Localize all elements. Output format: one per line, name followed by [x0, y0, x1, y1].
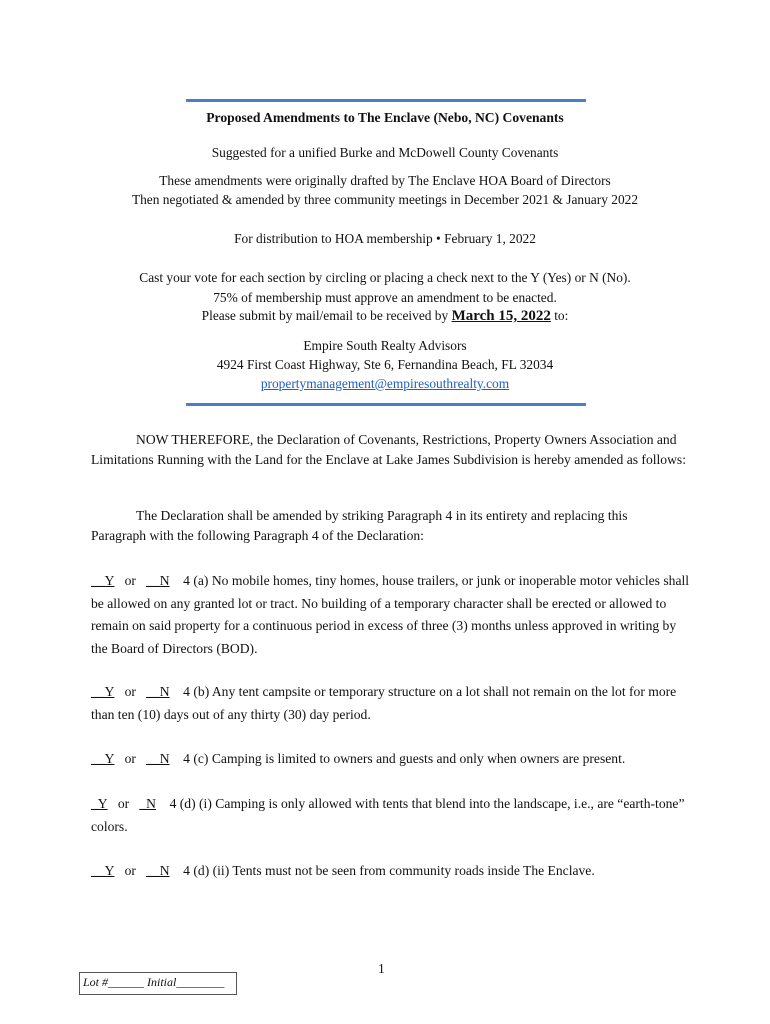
page-number: 1: [378, 961, 385, 976]
or-label: or: [124, 751, 136, 766]
whereas-paragraph: NOW THEREFORE, the Declaration of Covenants, Restrictions, Property Owners Association and Limitations Running with the Land for the Enclave at Lake James Subdivision is hereby amended as follows:: [91, 432, 686, 467]
approval-requirement: 75% of membership must approve an amendment to be enacted.: [213, 290, 557, 305]
amendment-text: 4 (c) Camping is limited to owners and guests and only when owners are present.: [183, 751, 626, 766]
submit-prefix: Please submit by mail/email to be received by: [201, 308, 452, 323]
submission-deadline: [60, 306, 710, 326]
advisor-address: 4924 First Coast Highway, Ste 6, Fernandina Beach, FL 32034: [216, 357, 554, 372]
yes-choice[interactable]: __Y: [91, 573, 115, 588]
yes-choice[interactable]: __Y: [91, 751, 115, 766]
amendment-text: 4 (b) Any tent campsite or temporary structure on a lot shall not remain on the lot for more than ten (10) days out of any thirty (30) day period.: [91, 684, 677, 722]
no-choice[interactable]: _N: [139, 796, 156, 811]
vote-item-4d-ii: [91, 860, 691, 883]
submit-date: March 15, 2022: [451, 308, 551, 324]
amendment-text: 4 (a) No mobile homes, tiny homes, house trailers, or junk or inoperable motor vehicles shall be allowed on any granted lot or tract. No building of a temporary character shall be erected or allowed to remain on said property for a continuous period in excess of three (3) months unless approved in writing by the Board of Directors (BOD).: [91, 573, 690, 656]
no-choice[interactable]: __N: [146, 684, 170, 699]
submit-suffix: to:: [550, 308, 569, 323]
yes-choice[interactable]: __Y: [91, 684, 115, 699]
amendment-text: 4 (d) (ii) Tents must not be seen from community roads inside The Enclave.: [183, 863, 595, 878]
drafted-line-1: These amendments were originally drafted by The Enclave HOA Board of Directors: [159, 173, 611, 188]
no-choice[interactable]: __N: [146, 573, 170, 588]
header-rule-top: [186, 99, 586, 102]
vote-item-4d-i: [91, 793, 691, 838]
header-rule-bottom: [186, 403, 586, 406]
declaration-paragraph: The Declaration shall be amended by striking Paragraph 4 in its entirety and replacing this Paragraph with the following Paragraph 4 of the Declaration:: [91, 508, 628, 543]
or-label: or: [117, 796, 130, 811]
yes-choice[interactable]: __Y: [91, 863, 115, 878]
advisor-email-row: [60, 374, 710, 393]
no-choice[interactable]: __N: [146, 863, 170, 878]
amendment-text: 4 (d) (i) Camping is only allowed with tents that blend into the landscape, i.e., are “earth-tone” colors.: [91, 796, 685, 834]
drafted-line-2: Then negotiated & amended by three community meetings in December 2021 & January 2022: [131, 192, 639, 207]
lot-initial-box[interactable]: Lot #______ Initial________: [79, 972, 237, 995]
advisor-email-link[interactable]: propertymanagement@empiresouthrealty.com: [260, 376, 510, 391]
vote-instructions-line: Cast your vote for each section by circling or placing a check next to the Y (Yes) or N (No).: [139, 270, 631, 285]
document-title: Proposed Amendments to The Enclave (Nebo, NC) Covenants: [206, 110, 564, 125]
yes-choice[interactable]: _Y: [91, 796, 108, 811]
or-label: or: [124, 573, 136, 588]
vote-item-4a: [91, 570, 691, 660]
or-label: or: [124, 863, 136, 878]
advisor-name: Empire South Realty Advisors: [303, 338, 467, 353]
or-label: or: [124, 684, 136, 699]
document-subtitle: Suggested for a unified Burke and McDowell County Covenants: [211, 145, 559, 160]
no-choice[interactable]: __N: [146, 751, 170, 766]
vote-item-4c: [91, 748, 691, 771]
distribution-line: For distribution to HOA membership • February 1, 2022: [234, 231, 536, 246]
vote-item-4b: [91, 681, 691, 726]
